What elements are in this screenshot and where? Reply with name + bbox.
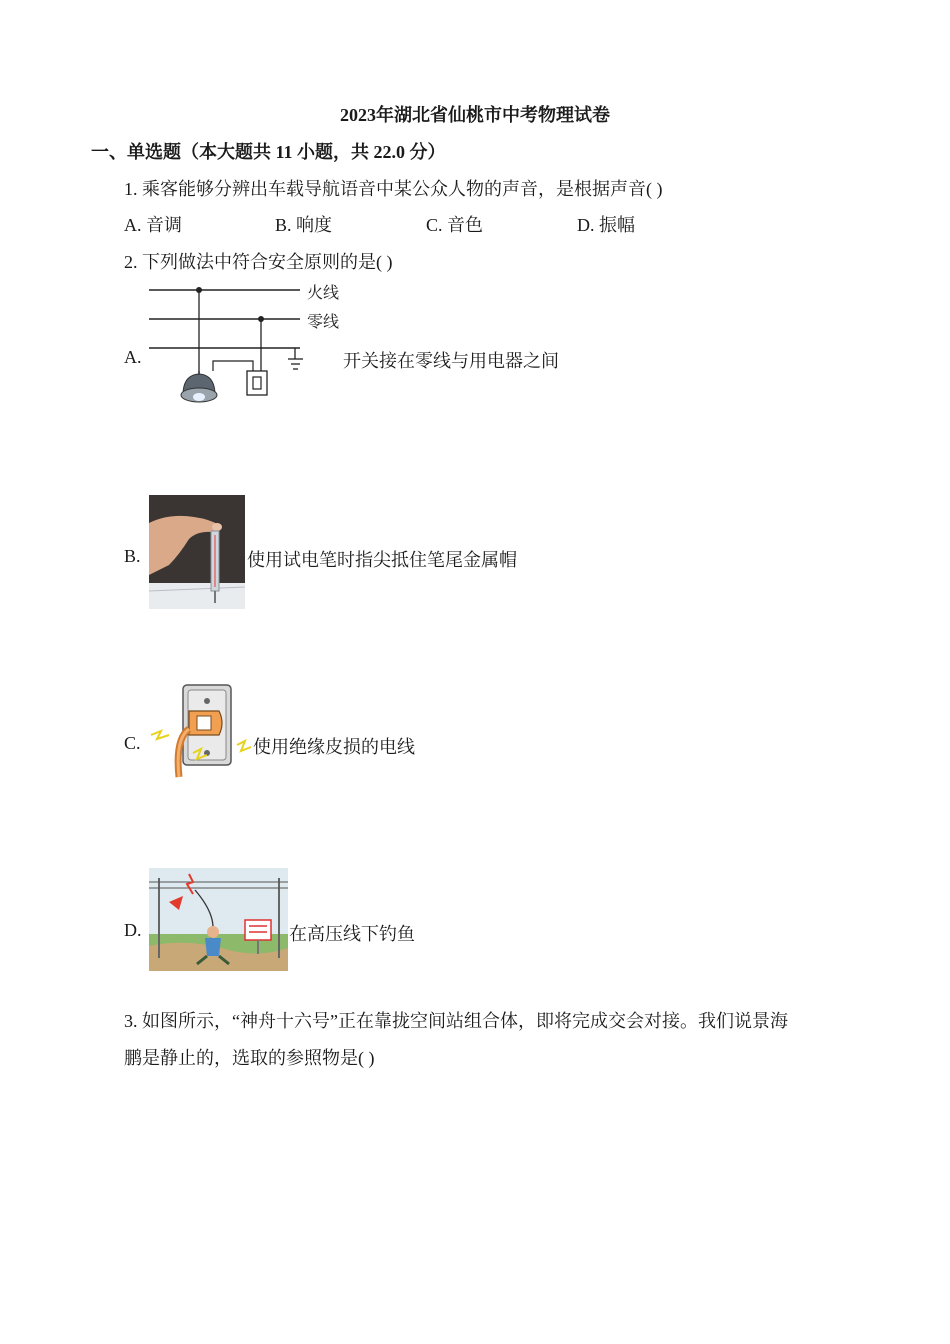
question-2-option-c-label: C. (124, 733, 141, 753)
exam-title: 2023年湖北省仙桃市中考物理试卷 (340, 105, 610, 125)
question-2-option-d-label: D. (124, 920, 142, 940)
live-wire-label: 火线 (307, 283, 340, 302)
question-1-option-a: A. 音调 (124, 215, 182, 235)
question-2-option-d-text: 在高压线下钓鱼 (289, 924, 415, 944)
question-1-option-d: D. 振幅 (577, 215, 635, 235)
switch-icon (247, 371, 267, 395)
circuit-diagram (145, 279, 345, 409)
question-1-stem: 1. 乘客能够分辨出车载导航语音中某公众人物的声音，是根据声音( ) (124, 179, 663, 199)
question-2-stem: 2. 下列做法中符合安全原则的是( ) (124, 252, 393, 272)
question-1-option-c: C. 音色 (426, 215, 484, 235)
question-2-option-a-label: A. (124, 347, 142, 367)
question-2-option-b-text: 使用试电笔时指尖抵住笔尾金属帽 (247, 550, 517, 570)
neutral-wire-label: 零线 (307, 312, 340, 331)
section-heading: 一、单选题（本大题共 11 小题，共 22.0 分） (91, 142, 446, 162)
question-3-stem-line-1: 3. 如图所示，“神舟十六号”正在靠拢空间站组合体，即将完成交会对接。我们说景海 (124, 1011, 788, 1031)
question-2-option-a-text: 开关接在零线与用电器之间 (343, 351, 559, 371)
lamp-icon (181, 371, 217, 402)
test-pen-photo (149, 495, 245, 609)
question-2-option-b-label: B. (124, 546, 141, 566)
question-2-option-c-text: 使用绝缘皮损的电线 (253, 737, 415, 757)
fishing-under-power-line-picture (149, 868, 288, 971)
damaged-wire-socket-picture (149, 683, 253, 779)
question-3-stem-line-2: 鹏是静止的，选取的参照物是( ) (124, 1048, 375, 1068)
question-1-option-b: B. 响度 (275, 215, 333, 235)
